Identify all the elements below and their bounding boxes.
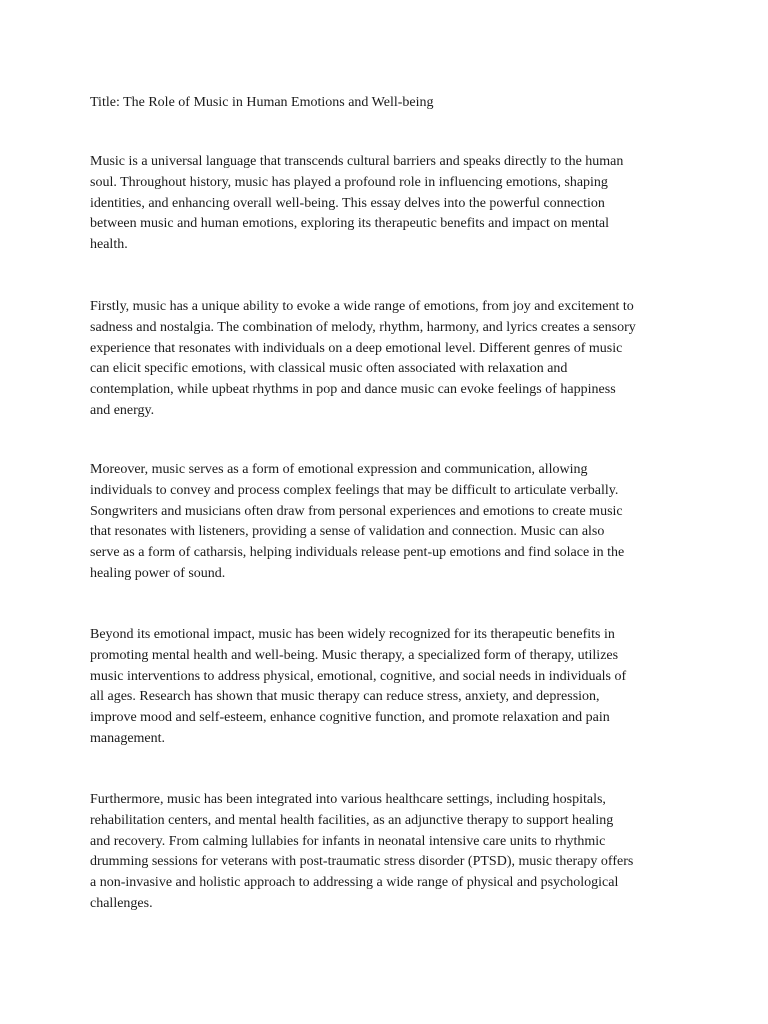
paragraph-line: management. <box>90 730 166 746</box>
paragraph-therapy <box>90 625 626 750</box>
paragraph-line: individuals to convey and process complex feelings that may be difficult to articulate verbally. <box>90 482 619 498</box>
paragraph-line: Firstly, music has a unique ability to evoke a wide range of emotions, from joy and excitement to <box>90 299 634 314</box>
paragraph-line: that resonates with listeners, providing a sense of validation and connection. Music can also <box>90 524 605 540</box>
paragraph-line: and recovery. From calming lullabies for infants in neonatal intensive care units to rhythmic <box>90 833 606 849</box>
paragraph-emotions <box>90 297 636 422</box>
paragraph-line: soul. Throughout history, music has played a profound role in influencing emotions, shaping <box>90 174 608 190</box>
paragraph-line: Beyond its emotional impact, music has been widely recognized for its therapeutic benefits in <box>90 627 615 642</box>
paragraph-intro <box>90 152 623 256</box>
paragraph-healthcare <box>90 790 633 915</box>
paragraph-line: identities, and enhancing overall well-being. This essay delves into the powerful connection <box>90 195 605 211</box>
paragraph-line: promoting mental health and well-being. Music therapy, a specialized form of therapy, utilizes <box>90 647 619 663</box>
paragraph-line: challenges. <box>90 895 153 911</box>
paragraph-line: experience that resonates with individuals on a deep emotional level. Different genres of music <box>90 340 623 356</box>
paragraph-line: Furthermore, music has been integrated into various healthcare settings, including hospitals, <box>90 792 606 807</box>
paragraph-line: drumming sessions for veterans with post-traumatic stress disorder (PTSD), music therapy offers <box>90 854 634 870</box>
paragraph-line: can elicit specific emotions, with classical music often associated with relaxation and <box>90 361 568 377</box>
paragraph-line: contemplation, while upbeat rhythms in pop and dance music can evoke feelings of happiness <box>90 382 616 398</box>
paragraph-line: serve as a form of catharsis, helping individuals release pent-up emotions and find solace in the <box>90 545 625 561</box>
paragraph-line: sadness and nostalgia. The combination of melody, rhythm, harmony, and lyrics creates a sensory <box>90 319 636 335</box>
paragraph-line: music interventions to address physical, emotional, cognitive, and social needs in individuals of <box>90 668 627 684</box>
document-title: Title: The Role of Music in Human Emotions and Well-being <box>90 95 434 110</box>
paragraph-line: rehabilitation centers, and mental health facilities, as an adjunctive therapy to support healing <box>90 812 614 828</box>
paragraph-line: and energy. <box>90 402 155 418</box>
paragraph-line: improve mood and self-esteem, enhance cognitive function, and promote relaxation and pain <box>90 710 610 726</box>
paragraph-line: health. <box>90 237 128 253</box>
paragraph-line: Songwriters and musicians often draw from personal experiences and emotions to create music <box>90 503 623 519</box>
paragraph-line: Music is a universal language that transcends cultural barriers and speaks directly to the human <box>90 154 624 169</box>
paragraph-line: a non-invasive and holistic approach to addressing a wide range of physical and psychological <box>90 875 619 891</box>
paragraph-line: healing power of sound. <box>90 565 226 581</box>
paragraph-expression <box>90 460 624 585</box>
paragraph-line: all ages. Research has shown that music therapy can reduce stress, anxiety, and depression, <box>90 689 600 705</box>
paragraph-line: Moreover, music serves as a form of emotional expression and communication, allowing <box>90 462 588 477</box>
paragraph-line: between music and human emotions, exploring its therapeutic benefits and impact on mental <box>90 216 610 232</box>
